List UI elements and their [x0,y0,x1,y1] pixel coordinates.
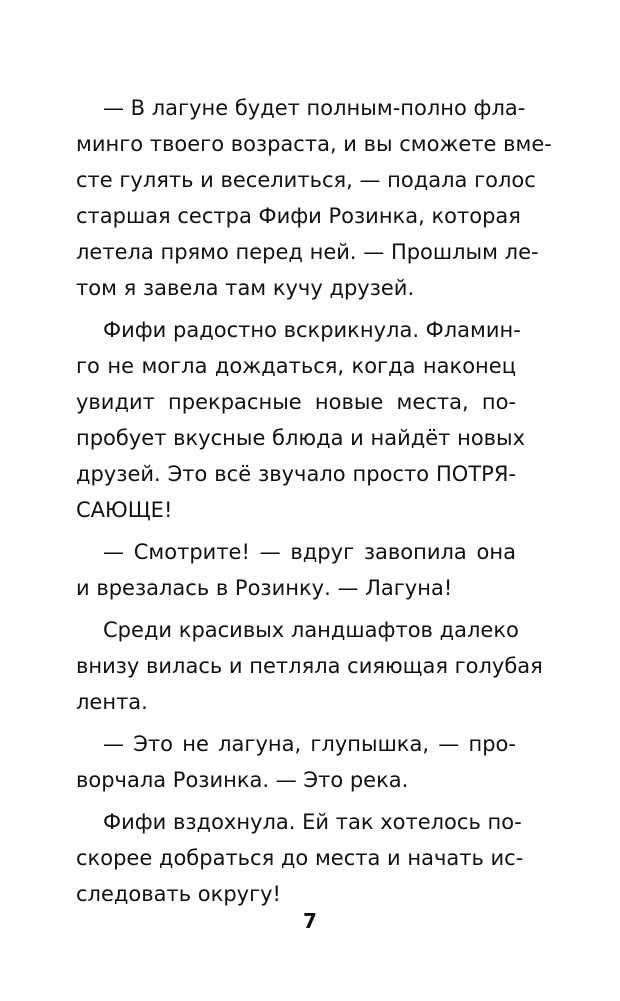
text-line: минго твоего возраста, и вы сможете вме- [76,132,552,156]
text-line: го не могла дождаться, когда наконец [76,354,516,378]
text-line: ворчала Розинка. — Это река. [76,768,409,792]
text-line: лента. [76,690,148,714]
text-line: Фифи вздохнула. Ей так хотелось по- [103,810,522,834]
text-line: следовать округу! [76,882,281,906]
text-line: пробует вкусные блюда и найдёт новых [76,426,526,450]
text-line: Фифи радостно вскрикнула. Фламин- [103,318,521,342]
text-line: и врезалась в Розинку. — Лагуна! [76,576,453,600]
text-line: увидит прекрасные новые места, по- [76,390,516,414]
text-line: друзей. Это всё звучало просто ПОТРЯ- [76,462,516,486]
text-line: — Это не лагуна, глупышка, — про- [103,732,516,756]
text-line: сте гулять и веселиться, — подала голос [76,168,536,192]
page-number: 7 [303,909,317,933]
text-line: старшая сестра Фифи Розинка, которая [76,204,521,228]
text-line: скорее добраться до места и начать ис- [76,846,524,870]
text-line: САЮЩЕ! [76,498,173,522]
text-line: летела прямо перед ней. — Прошлым ле- [76,240,539,264]
text-line: — Смотрите! — вдруг завопила она [103,540,516,564]
text-line: внизу вилась и петляла сияющая голубая [76,654,543,678]
text-line: том я завела там кучу друзей. [76,276,415,300]
text-line: Среди красивых ландшафтов далеко [103,618,519,642]
text-line: — В лагуне будет полным-полно фла- [103,96,526,120]
